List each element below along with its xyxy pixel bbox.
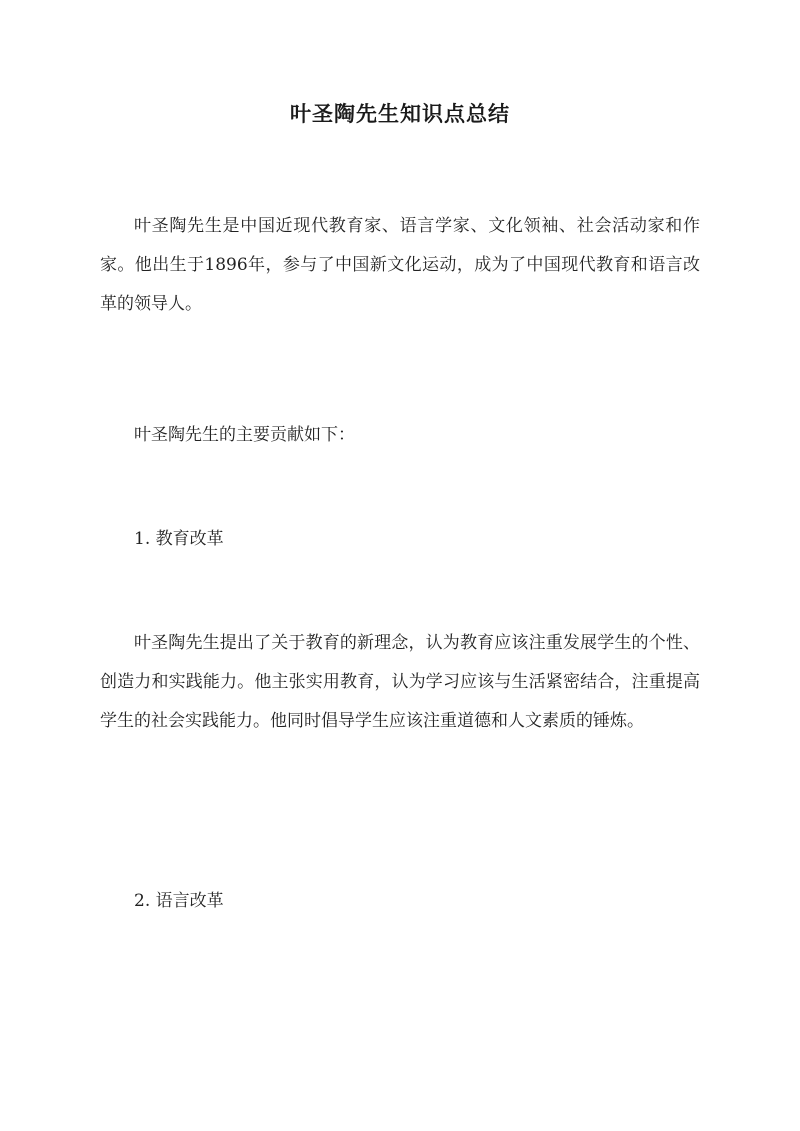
- intro-paragraph: 叶圣陶先生是中国近现代教育家、语言学家、文化领袖、社会活动家和作家。他出生于1896年，参与了中国新文化运动，成为了中国现代教育和语言改革的领导人。: [100, 216, 700, 314]
- document-title: 叶圣陶先生知识点总结: [290, 101, 510, 126]
- section-heading-language-reform: 2. 语言改革: [134, 891, 224, 911]
- section-heading-education-reform: 1. 教育改革: [134, 529, 224, 549]
- education-reform-paragraph: 叶圣陶先生提出了关于教育的新理念，认为教育应该注重发展学生的个性、创造力和实践能力。他主张实用教育，认为学习应该与生活紧密结合，注重提高学生的社会实践能力。他同时倡导学生应该注重道德和人文素质的锤炼。: [100, 633, 700, 731]
- contributions-intro: 叶圣陶先生的主要贡献如下：: [134, 425, 355, 445]
